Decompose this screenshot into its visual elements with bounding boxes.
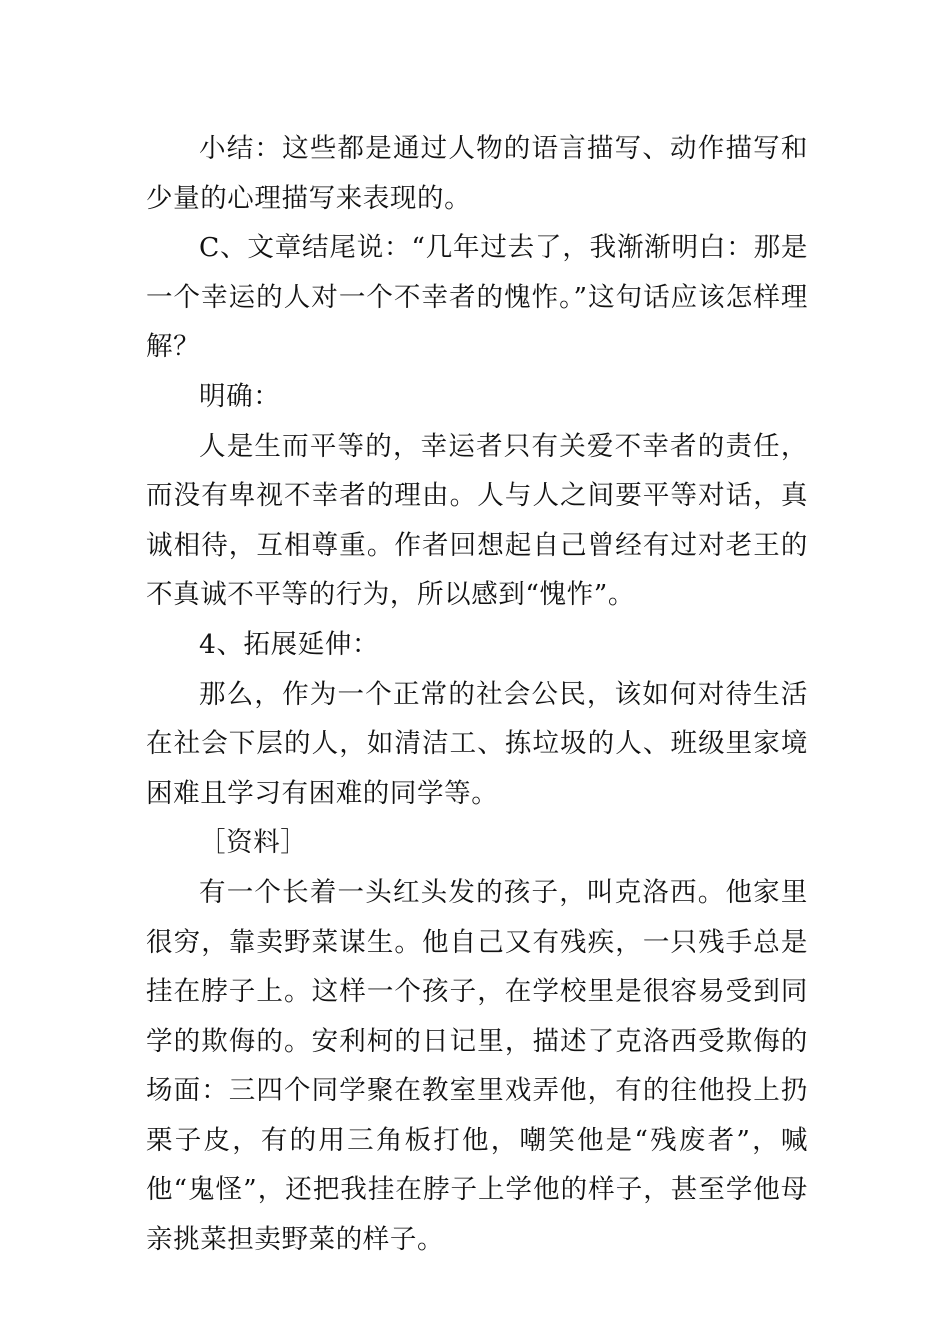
paragraph-answer-label: 明确： [199,380,281,412]
paragraph-material: 有一个长着一头红头发的孩子，叫克洛西。他家里很穷，靠卖野菜谋生。他自己又有残疾，一只残手总是挂在脖子上。这样一个孩子，在学校里是很容易受到同学的欺侮的。安利柯的日记里，描述了克洛西受欺侮的场面：三四个同学聚在教室里戏弄他，有的往他投上扔栗子皮，有的用三角板打他，嘲笑他是“残废者”，喊他“鬼怪”，还把我挂在脖子上学他的样子，甚至学他母亲挑菜担卖野菜的样子。 [146,876,808,1256]
paragraph-question-c: C、文章结尾说：“几年过去了，我渐渐明白：那是一个幸运的人对一个不幸者的愧怍。”这句话应该怎样理解？ [146,232,808,363]
paragraph-material-label: ［资料］ [199,827,308,859]
document-body [146,124,808,1265]
paragraph-answer: 人是生而平等的，幸运者只有关爱不幸者的责任，而没有卑视不幸者的理由。人与人之间要平等对话，真诚相待，互相尊重。作者回想起自己曾经有过对老王的不真诚不平等的行为，所以感到“愧怍”。 [146,430,808,611]
paragraph-section-heading: 4、拓展延伸： [199,628,380,660]
paragraph-summary: 小结：这些都是通过人物的语言描写、动作描写和少量的心理描写来表现的。 [146,133,808,214]
paragraph-extension: 那么，作为一个正常的社会公民，该如何对待生活在社会下层的人，如清洁工、拣垃圾的人、班级里家境困难且学习有困难的同学等。 [146,678,808,809]
